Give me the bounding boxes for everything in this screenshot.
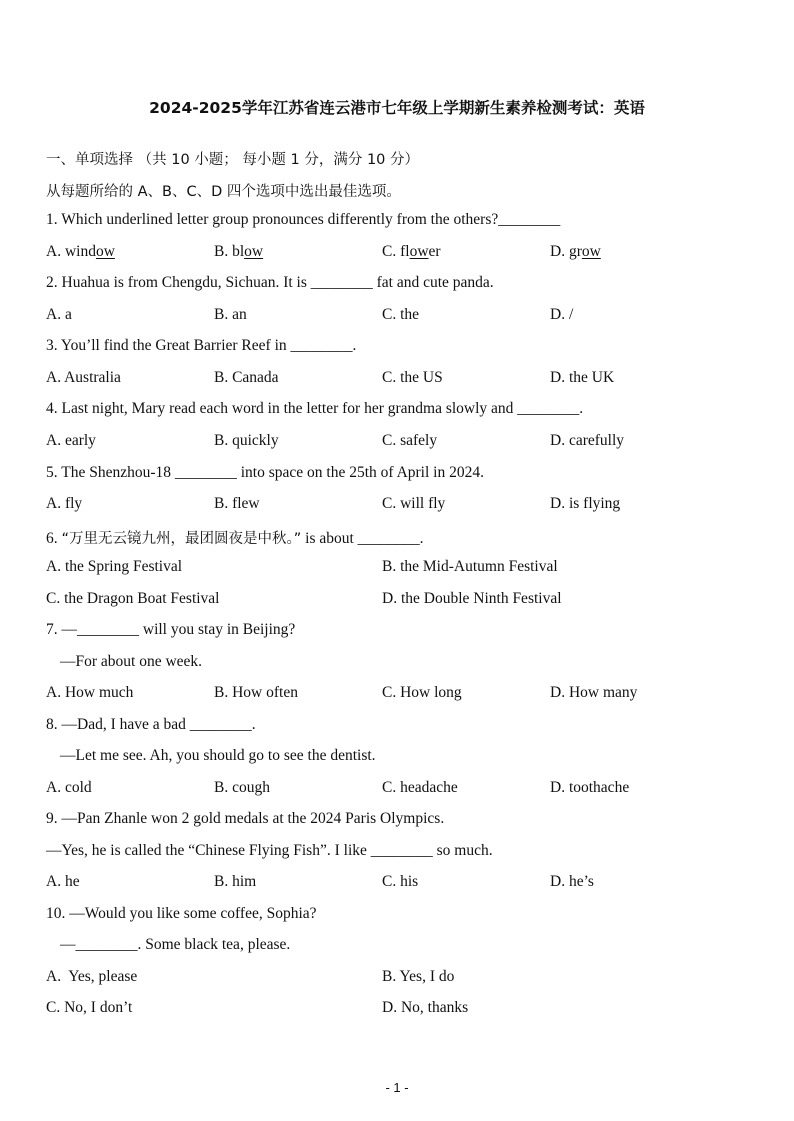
question-6-option-d: D. the Double Ninth Festival	[382, 590, 562, 607]
question-1-option-c: C. flower	[382, 243, 441, 260]
question-10-option-c: C. No, I don’t	[46, 999, 133, 1016]
question-4-option-a: A. early	[46, 432, 96, 449]
question-7-option-a: A. How much	[46, 684, 134, 701]
question-3-stem: 3. You’ll find the Great Barrier Reef in ________.	[46, 337, 357, 354]
question-8-option-d: D. toothache	[550, 779, 630, 796]
question-2-option-a: A. a	[46, 306, 72, 323]
question-9-stem: 9. —Pan Zhanle won 2 gold medals at the 2024 Paris Olympics.	[46, 810, 445, 827]
question-8-reply: —Let me see. Ah, you should go to see the dentist.	[60, 747, 376, 764]
question-5-option-c: C. will fly	[382, 495, 446, 512]
question-9-option-d: D. he’s	[550, 873, 594, 890]
question-6-option-c: C. the Dragon Boat Festival	[46, 590, 220, 607]
question-2-option-b: B. an	[214, 306, 247, 323]
page-title: 2024-2025学年江苏省连云港市七年级上学期新生素养检测考试：英语	[149, 99, 645, 117]
question-6-option-a: A. the Spring Festival	[46, 558, 183, 575]
question-9-option-a: A. he	[46, 873, 80, 890]
question-5-option-d: D. is flying	[550, 495, 621, 512]
section-instruction: 从每题所给的 A、B、C、D 四个选项中选出最佳选项。	[46, 184, 401, 200]
question-3-option-c: C. the US	[382, 369, 443, 386]
question-6-option-b: B. the Mid-Autumn Festival	[382, 558, 558, 575]
question-7-option-d: D. How many	[550, 684, 638, 701]
question-8-option-c: C. headache	[382, 779, 458, 796]
question-10-reply: —________. Some black tea, please.	[60, 936, 291, 953]
question-5-option-b: B. flew	[214, 495, 260, 512]
question-4-option-d: D. carefully	[550, 432, 625, 449]
question-3-option-b: B. Canada	[214, 369, 279, 386]
question-9-option-c: C. his	[382, 873, 419, 890]
question-1-option-a: A. window	[46, 243, 115, 260]
question-4-stem: 4. Last night, Mary read each word in the letter for her grandma slowly and ________.	[46, 400, 584, 417]
question-10-stem: 10. —Would you like some coffee, Sophia?	[46, 905, 317, 922]
question-7-stem: 7. —________ will you stay in Beijing?	[46, 621, 296, 638]
question-3-option-d: D. the UK	[550, 369, 615, 386]
question-2-option-d: D. /	[550, 306, 574, 323]
question-5-option-a: A. fly	[46, 495, 83, 512]
question-8-option-a: A. cold	[46, 779, 92, 796]
page-number: - 1 -	[385, 1080, 409, 1095]
question-2-option-c: C. the	[382, 306, 420, 323]
question-10-option-a: A. Yes, please	[46, 968, 138, 985]
question-4-option-c: C. safely	[382, 432, 438, 449]
question-9-reply: —Yes, he is called the “Chinese Flying Fish”. I like ________ so much.	[46, 842, 493, 859]
question-10-option-d: D. No, thanks	[382, 999, 469, 1016]
question-1-stem: 1. Which underlined letter group pronounces differently from the others?________	[46, 211, 561, 228]
question-9-option-b: B. him	[214, 873, 257, 890]
question-7-option-b: B. How often	[214, 684, 298, 701]
question-8-option-b: B. cough	[214, 779, 270, 796]
question-6-stem: 6. “万里无云镜九州，最团圆夜是中秋。” is about ________.	[46, 530, 424, 547]
question-7-reply: —For about one week.	[60, 653, 203, 670]
question-1-option-d: D. grow	[550, 243, 601, 260]
question-10-option-b: B. Yes, I do	[382, 968, 455, 985]
question-5-stem: 5. The Shenzhou-18 ________ into space on the 25th of April in 2024.	[46, 464, 484, 481]
question-2-stem: 2. Huahua is from Chengdu, Sichuan. It is ________ fat and cute panda.	[46, 274, 494, 291]
question-8-stem: 8. —Dad, I have a bad ________.	[46, 716, 256, 733]
section-heading: 一、单项选择 （共 10 小题； 每小题 1 分，满分 10 分）	[46, 152, 419, 168]
question-1-option-b: B. blow	[214, 243, 264, 260]
question-4-option-b: B. quickly	[214, 432, 279, 449]
question-3-option-a: A. Australia	[46, 369, 121, 386]
question-7-option-c: C. How long	[382, 684, 462, 701]
